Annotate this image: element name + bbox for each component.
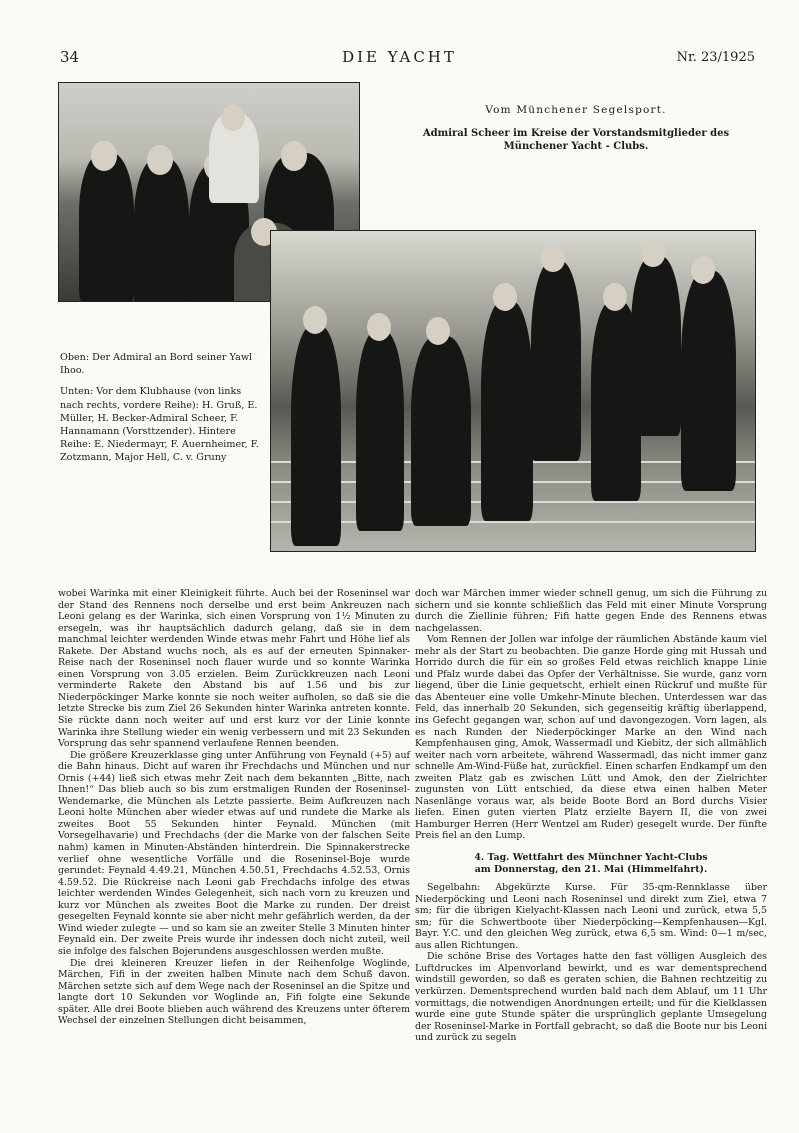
photo-clubhouse-group bbox=[270, 230, 756, 552]
section-heading bbox=[415, 852, 767, 876]
photo-caption-line1: Admiral Scheer im Kreise der Vorstandsmitglieder des bbox=[422, 128, 730, 139]
text-column-right bbox=[415, 588, 767, 1044]
photo-caption-line2: Münchener Yacht - Clubs. bbox=[503, 141, 649, 152]
section-heading-line2: am Donnerstag, den 21. Mai (Himmelfahrt). bbox=[474, 864, 708, 876]
side-caption bbox=[60, 351, 265, 473]
page-number: 34 bbox=[60, 48, 80, 66]
paragraph: Die drei kleineren Kreuzer liefen in der Reihenfolge Woglinde, Märchen, Fifi in der zweiten halben Minute nach dem Schuß davon. Märchen setzte sich auf dem Wege nach der Roseninsel an die Spitze und langte dort 10 Sekunden vor Woglinde an, Fifi folgte eine Sekunde später. Alle drei Boote blieben auch während des Kreuzens unter öfterem Wechsel der einzelnen Stellungen dicht beisammen, bbox=[58, 957, 410, 1027]
photo-caption-subtitle bbox=[366, 127, 786, 153]
paragraph: wobei Warinka mit einer Kleinigkeit führte. Auch bei der Roseninsel war der Stand des Rennens noch derselbe und erst beim Ankreuzen nach Leoni gelang es der Warinka, sich einen Vorsprung von 1½ Minuten zu ersegeln, was ihr hauptsächlich dadurch gelang, daß sie in dem manchmal leichter werdenden Winde etwas mehr Fahrt und Höhe lief als Rakete. Der Abstand wuchs noch, als es auf der erneuten Spinnaker-Reise nach der Roseninsel noch flauer wurde und so konnte Warinka einen Vorsprung von 3.05 erzielen. Beim Zurückkreuzen nach Leoni verminderte Rakete den Abstand bis auf 1.56 und bis zur Niederpöckinger Marke konnte sie noch weiter aufholen, so daß sie die letzte Strecke bis zum Ziel 26 Sekunden hinter Warinka antreten konnte. Sie rückte dann noch weiter auf und erst kurz vor der Linie konnte Warinka ihre Stellung wieder ein wenig verbessern und mit 23 Sekunden Vorsprung das sehr spannend verlaufene Rennen beenden. bbox=[58, 588, 410, 750]
paragraph: Segelbahn: Abgekürzte Kurse. Für 35-qm-Rennklasse über Niederpöcking und Leoni nach Roseninsel und direkt zum Ziel, etwa 7 sm; für die übrigen Kielyacht-Klassen nach Leoni und zurück, etwa 5,5 sm; für die Schwertboote über Niederpöcking—Kempfenhausen—Kgl. Bayr. Y.C. und den gleichen Weg zurück, etwa 6,5 sm. Wind: 0—1 m/sec, aus allen Richtungen. bbox=[415, 882, 767, 951]
paragraph: Die größere Kreuzerklasse ging unter Anführung von Feynald (+5) auf die Bahn hinaus. Dicht auf waren ihr Frechdachs und München und nur Ornis (+44) ließ sich etwas mehr Zeit nach dem bekannten „Bitte, nach Ihnen!“ Das blieb auch so bis zum erstmaligen Runden der Roseninsel-Wendemarke, die München als Letzte passierte. Beim Aufkreuzen nach Leoni holte München aber wieder etwas auf und rundete die Marke als zweites Boot 55 Sekunden hinter Feynald. München (mit Vorsegelhavarie) und Frechdachs (der die Marke von der falschen Seite nahm) kamen in Minuten-Abständen hinterdrein. Die Spinnakerstrecke verlief ohne wesentliche Vorfälle und die Roseninsel-Boje wurde gerundet: Feynald 4.49.21, München 4.50.51, Frechdachs 4.52.53, Ornis 4.59.52. Die Rückreise nach Leoni gab Frechdachs infolge des etwas leichter werdenden Windes Gelegenheit, sich nach vorn zu kreuzen und kurz vor München als zweites Boot die Marke zu runden. Der dreist gesegelten Feynald konnte sie aber nicht mehr gefährlich werden, da der Wind wieder zulegte — und so kam sie an zweiter Stelle 3 Minuten hinter Feynald ein. Der zweite Preis wurde ihr indessen doch nicht zuteil, weil sie infolge des falschen Bojerundens ausgeschlossen werden mußte. bbox=[58, 749, 410, 957]
paragraph: Die schöne Brise des Vortages hatte den fast völligen Ausgleich des Luftdruckes im Alpenvorland bewirkt, und es war dementsprechend windstill geworden, so daß es geraten schien, die Bahnen rechtzeitig zu verkürzen. Dementsprechend wurden bald nach dem Ablauf, um 11 Uhr vormittags, die notwendigen Anordnungen erteilt; und für die Kielklassen wurde eine gute Stunde später die ursprünglich geplante Umsegelung der Roseninsel-Marke in Fortfall gebracht, so daß die Boote nur bis Leoni und zurück zu segeln bbox=[415, 951, 767, 1044]
paragraph: doch war Märchen immer wieder schnell genug, um sich die Führung zu sichern und sie konnte schließlich das Feld mit einer Minute Vorsprung durch die Ziellinie führen; Fifi hatte gegen Ende des Rennens etwas nachgelassen. bbox=[415, 588, 767, 634]
magazine-title: DIE YACHT bbox=[342, 48, 457, 66]
side-caption-bottom: Unten: Vor dem Klubhause (von links nach rechts, vordere Reihe): H. Gruß, E. Müller, H. Becker-Admiral Scheer, F. Hannamann (Vorsttzender). Hintere Reihe: E. Niedermayr, F. Auernheimer, F. Zotzmann, Major Hell, C. v. Gruny bbox=[60, 386, 259, 464]
section-heading-line1: 4. Tag. Wettfahrt des Münchner Yacht-Clubs bbox=[474, 852, 708, 864]
paragraph: Vom Rennen der Jollen war infolge der räumlichen Abstände kaum viel mehr als der Start zu beobachten. Die ganze Horde ging mit Hussah und Horrido durch die für ein so großes Feld etwas reichlich knappe Linie und Pfalz wurde dabei das Opfer der Verhältnisse. Sie wurde, ganz vorn liegend, über die Linie gequetscht, erhielt einen Rückruf und mußte für das Abenteuer eine volle Umkehr-Minute blechen. Unterdessen war das Feld, das innerhalb 20 Sekunden, sich gegenseitig kräftig überlappend, ins Gefecht gegangen war, schon auf und davongezogen. Vorn lagen, als es nach Runden der Niederpöckinger Marke an den Wind nach Kempfenhausen ging, Amok, Wassermadl und Kiebitz, der sich allmählich weiter nach vorn arbeitete, während Wassermadl, das nicht immer ganz schnelle Am-Wind-Füße hat, zurückfiel. Einen scharfen Endkampf um den zweiten Platz gab es zwischen Lütt und Amok, den der Zielrichter zugunsten von Lütt entschied, da diese etwa einen halben Meter Nasenlänge voraus war, als beide Boote Bord an Bord durchs Visier liefen. Einen guten vierten Platz erzielte Bayern II, die von zwei Hamburger Herren (Herr Wentzel am Ruder) gesegelt wurde. Der fünfte Preis fiel an den Lump. bbox=[415, 634, 767, 842]
issue-number: Nr. 23/1925 bbox=[676, 50, 755, 65]
side-caption-top: Oben: Der Admiral an Bord seiner Yawl Ihoo. bbox=[60, 352, 253, 377]
text-column-left bbox=[58, 588, 410, 1027]
photo-caption-title: Vom Münchener Segelsport. bbox=[485, 104, 667, 116]
